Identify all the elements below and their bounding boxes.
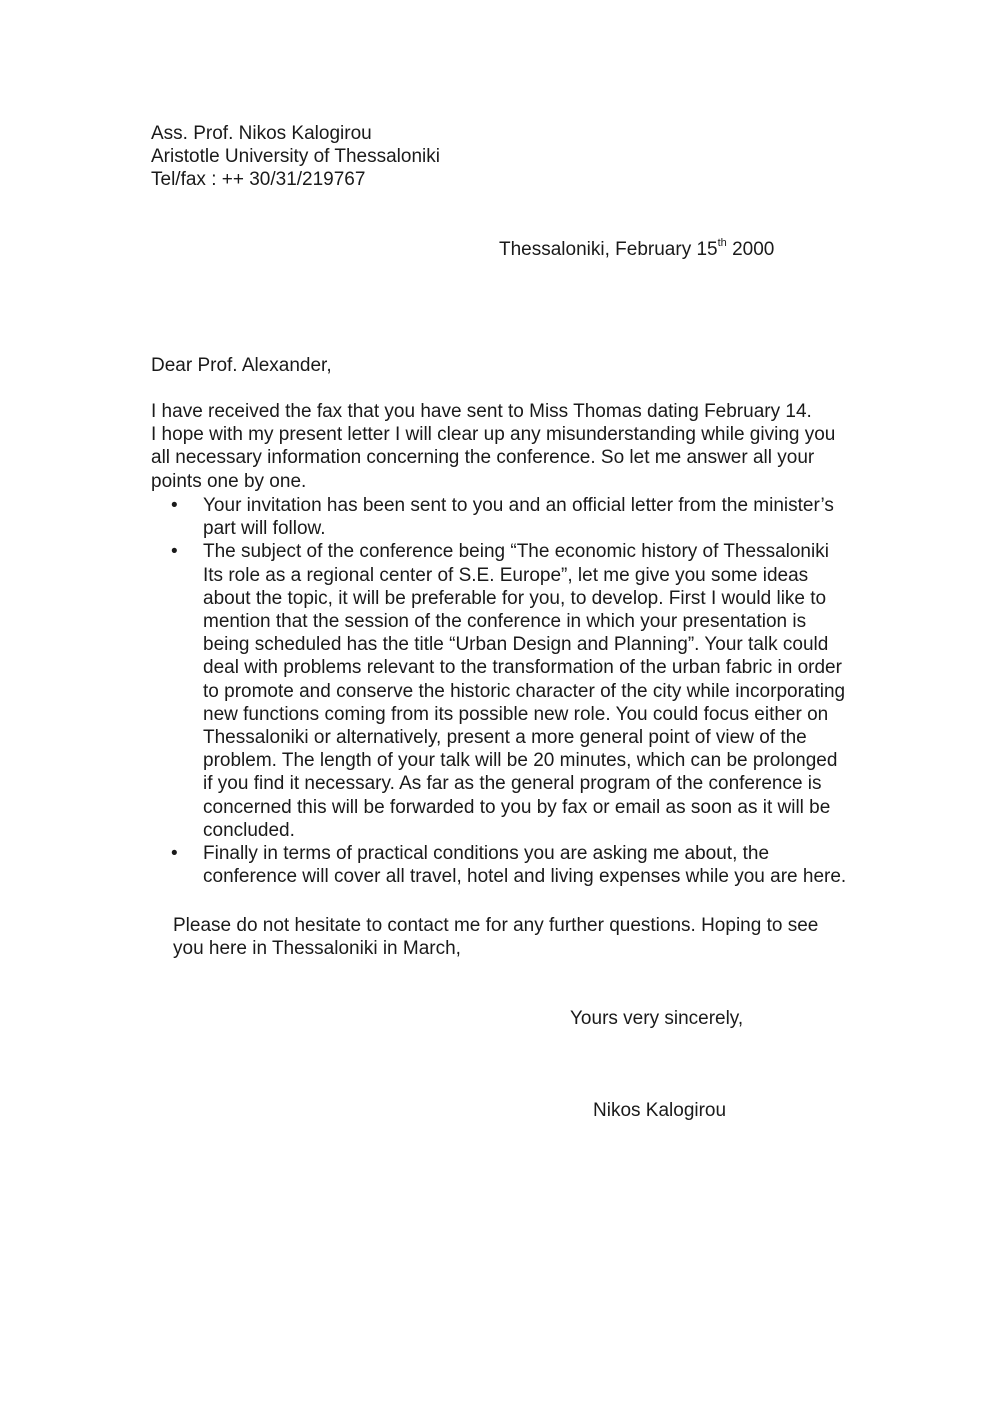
bullet-line: concerned this will be forwarded to you by fax or email as soon as it will be — [203, 796, 831, 818]
bullet-item-invitation — [151, 494, 911, 540]
bullet-line: new functions coming from its possible new role. You could focus either on — [203, 703, 829, 725]
bullet-item-subject — [151, 540, 911, 842]
sender-telfax: Tel/fax : ++ 30/31/219767 — [151, 169, 366, 191]
bullet-marker: • — [171, 843, 178, 865]
date-prefix: Thessaloniki, February 15 — [499, 239, 718, 260]
sender-name: Ass. Prof. Nikos Kalogirou — [151, 123, 372, 144]
sender-institution: Aristotle University of Thessaloniki — [151, 146, 440, 168]
salutation: Dear Prof. Alexander, — [151, 355, 332, 376]
date-year: 2000 — [726, 239, 775, 260]
bullet-line: to promote and conserve the historic character of the city while incorporating — [203, 680, 846, 702]
bullet-line: deal with problems relevant to the transformation of the urban fabric in order — [203, 657, 842, 679]
bullet-line: part will follow. — [203, 518, 326, 540]
bullet-line: Thessaloniki or alternatively, present a more general point of view of the — [203, 727, 807, 749]
bullet-marker: • — [171, 541, 178, 563]
closing-line: Please do not hesitate to contact me for any further questions. Hoping to see — [173, 915, 819, 936]
letter-date — [499, 238, 774, 261]
intro-paragraph — [151, 400, 891, 493]
bullet-item-practical — [151, 842, 911, 888]
valediction: Yours very sincerely, — [570, 1008, 744, 1029]
bullet-line: being scheduled has the title “Urban Design and Planning”. Your talk could — [203, 634, 829, 656]
bullet-line: Its role as a regional center of S.E. Europe”, let me give you some ideas — [203, 564, 809, 586]
bullet-list — [151, 494, 911, 888]
bullet-line: conference will cover all travel, hotel and living expenses while you are here. — [203, 866, 847, 888]
bullet-line: The subject of the conference being “The economic history of Thessaloniki — [203, 541, 829, 563]
bullet-line: problem. The length of your talk will be 20 minutes, which can be prolonged — [203, 750, 838, 772]
bullet-marker: • — [171, 495, 178, 516]
intro-line: I have received the fax that you have sent to Miss Thomas dating February 14. — [151, 401, 812, 422]
bullet-line: concluded. — [203, 819, 295, 841]
closing-paragraph — [173, 914, 818, 960]
intro-line: all necessary information concerning the conference. So let me answer all your — [151, 447, 815, 469]
intro-line: points one by one. — [151, 470, 307, 492]
bullet-line: about the topic, it will be preferable for you, to develop. First I would like to — [203, 587, 827, 609]
bullet-line: mention that the session of the conference in which your presentation is — [203, 611, 807, 633]
signature-name: Nikos Kalogirou — [593, 1100, 727, 1121]
intro-line: I hope with my present letter I will clear up any misunderstanding while giving you — [151, 424, 836, 446]
bullet-line: Finally in terms of practical conditions you are asking me about, the — [203, 843, 770, 865]
closing-line: you here in Thessaloniki in March, — [173, 938, 461, 960]
date-ordinal-suffix: th — [717, 236, 727, 249]
sender-block — [151, 122, 440, 192]
bullet-line: Your invitation has been sent to you and an official letter from the minister’s — [203, 495, 834, 516]
bullet-line: if you find it necessary. As far as the general program of the conference is — [203, 773, 822, 795]
